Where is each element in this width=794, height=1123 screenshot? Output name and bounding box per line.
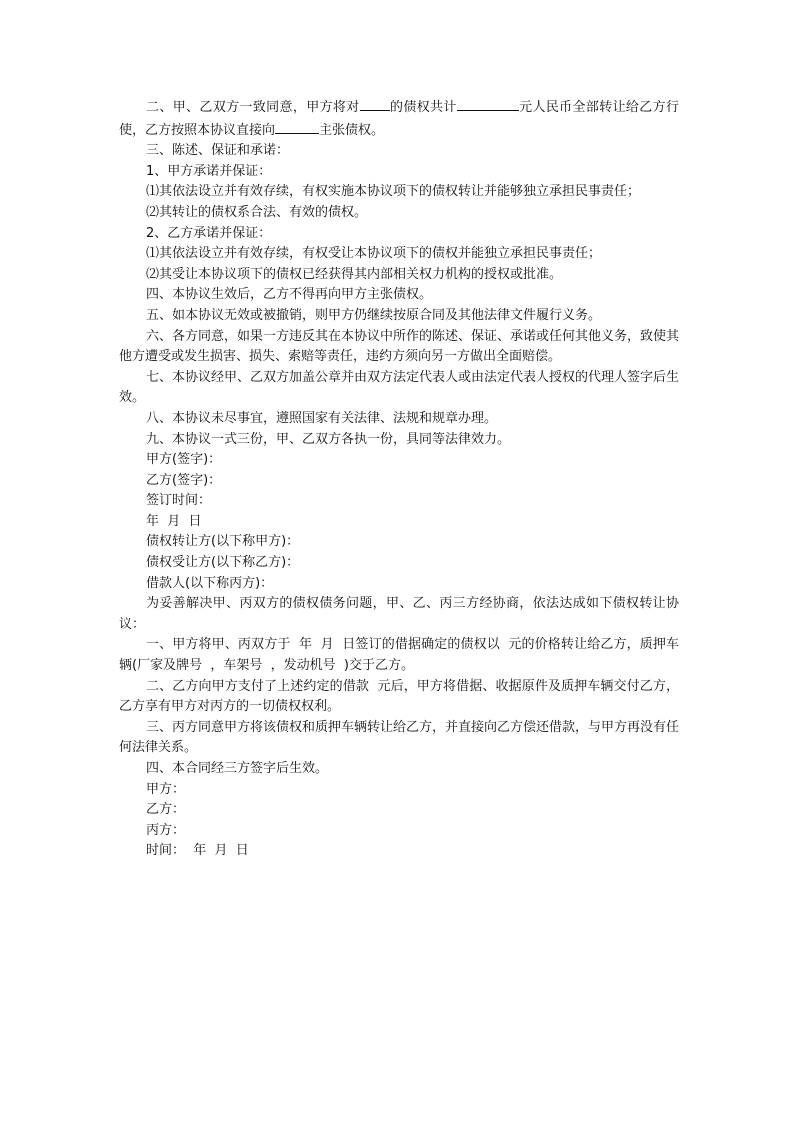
- clause-2-text-d: 主张债权。: [319, 122, 385, 138]
- final-date: 时间： 年 月 日: [146, 843, 249, 859]
- party-a-signature: 甲方(签字)：: [146, 452, 222, 468]
- final-party-b: 乙方：: [146, 802, 186, 818]
- agreement-clause-2: 二、乙方向甲方支付了上述约定的借款 元后，甲方将借据、收据原件及质押车辆交付乙方，乙方享有甲方对丙方的一切债权权利。: [119, 678, 679, 715]
- clause-2-text-b: 的债权共计: [389, 100, 457, 115]
- party-a-guarantee-2: ⑵其转让的债权系合法、有效的债权。: [146, 204, 368, 220]
- party-b-guarantee-1: ⑴其依法设立并有效存续，有权受让本协议项下的债权并能独立承担民事责任；: [146, 246, 602, 262]
- party-b-guarantee-2: ⑵其受让本协议项下的债权已经获得其内部相关权力机构的授权或批准。: [146, 266, 563, 282]
- clause-8: 八、本协议未尽事宜，遵照国家有关法律、法规和规章办理。: [146, 410, 498, 426]
- amount-blank: [457, 96, 519, 111]
- party-b-guarantee-heading: 2、乙方承诺并保证：: [146, 225, 272, 241]
- party-a-guarantee-1: ⑴其依法设立并有效存续，有权实施本协议项下的债权转让并能够独立承担民事责任；: [146, 184, 641, 200]
- clause-6: 六、各方同意，如果一方违反其在本协议中所作的陈述、保证、承诺或任何其他义务，致使其他方遭受或发生损害、损失、索赔等责任，违约方须向另一方做出全面赔偿。: [119, 328, 680, 365]
- agreement-clause-4: 四、本合同经三方签字后生效。: [146, 761, 329, 776]
- final-party-a: 甲方：: [146, 781, 186, 797]
- document-page: [119, 96, 679, 862]
- borrower-label: 借款人(以下称丙方)：: [146, 575, 274, 591]
- agreement-clause-1: 一、甲方将甲、丙双方于 年 月 日签订的借据确定的债权以 元的价格转让给乙方，质押车辆(厂家及牌号 ，车架号 ，发动机号 )交于乙方。: [119, 637, 679, 674]
- clause-2-text-a: 二、甲、乙双方一致同意，甲方将对: [146, 100, 360, 115]
- signing-date: 年 月 日: [146, 513, 202, 529]
- clause-5: 五、如本协议无效或被撤销，则甲方仍继续按原合同及其他法律文件履行义务。: [146, 307, 602, 323]
- clause-7: 七、本协议经甲、乙双方加盖公章并由双方法定代表人或由法定代表人授权的代理人签字后生效。: [119, 369, 680, 406]
- clause-2-paragraph: [119, 96, 679, 141]
- party-a-guarantee-heading: 1、甲方承诺并保证：: [146, 163, 272, 179]
- transferor-label: 债权转让方(以下称甲方)：: [146, 534, 300, 550]
- party-b-signature: 乙方(签字)：: [146, 472, 222, 488]
- clause-2-text-c: 元人民币全部转让给乙方行使，乙方按照本协议直接向: [119, 100, 679, 138]
- clause-4: 四、本协议生效后，乙方不得再向甲方主张债权。: [146, 287, 433, 303]
- agreement-preamble: 为妥善解决甲、丙双方的债权债务问题，甲、乙、丙三方经协商，依法达成如下债权转让协议：: [119, 596, 679, 632]
- transferee-label: 债权受让方(以下称乙方)：: [146, 555, 300, 571]
- final-party-c: 丙方：: [146, 822, 186, 838]
- clause-9: 九、本协议一式三份，甲、乙双方各执一份，具同等法律效力。: [146, 431, 511, 447]
- debtor-blank: [275, 119, 319, 134]
- agreement-clause-3: 三、丙方同意甲方将该债权和质押车辆转让给乙方，并直接向乙方偿还借款，与甲方再没有任何法律关系。: [119, 719, 680, 756]
- section-3-heading: 三、陈述、保证和承诺：: [146, 143, 290, 159]
- creditor-blank: [360, 96, 390, 111]
- signing-time-label: 签订时间：: [146, 493, 212, 509]
